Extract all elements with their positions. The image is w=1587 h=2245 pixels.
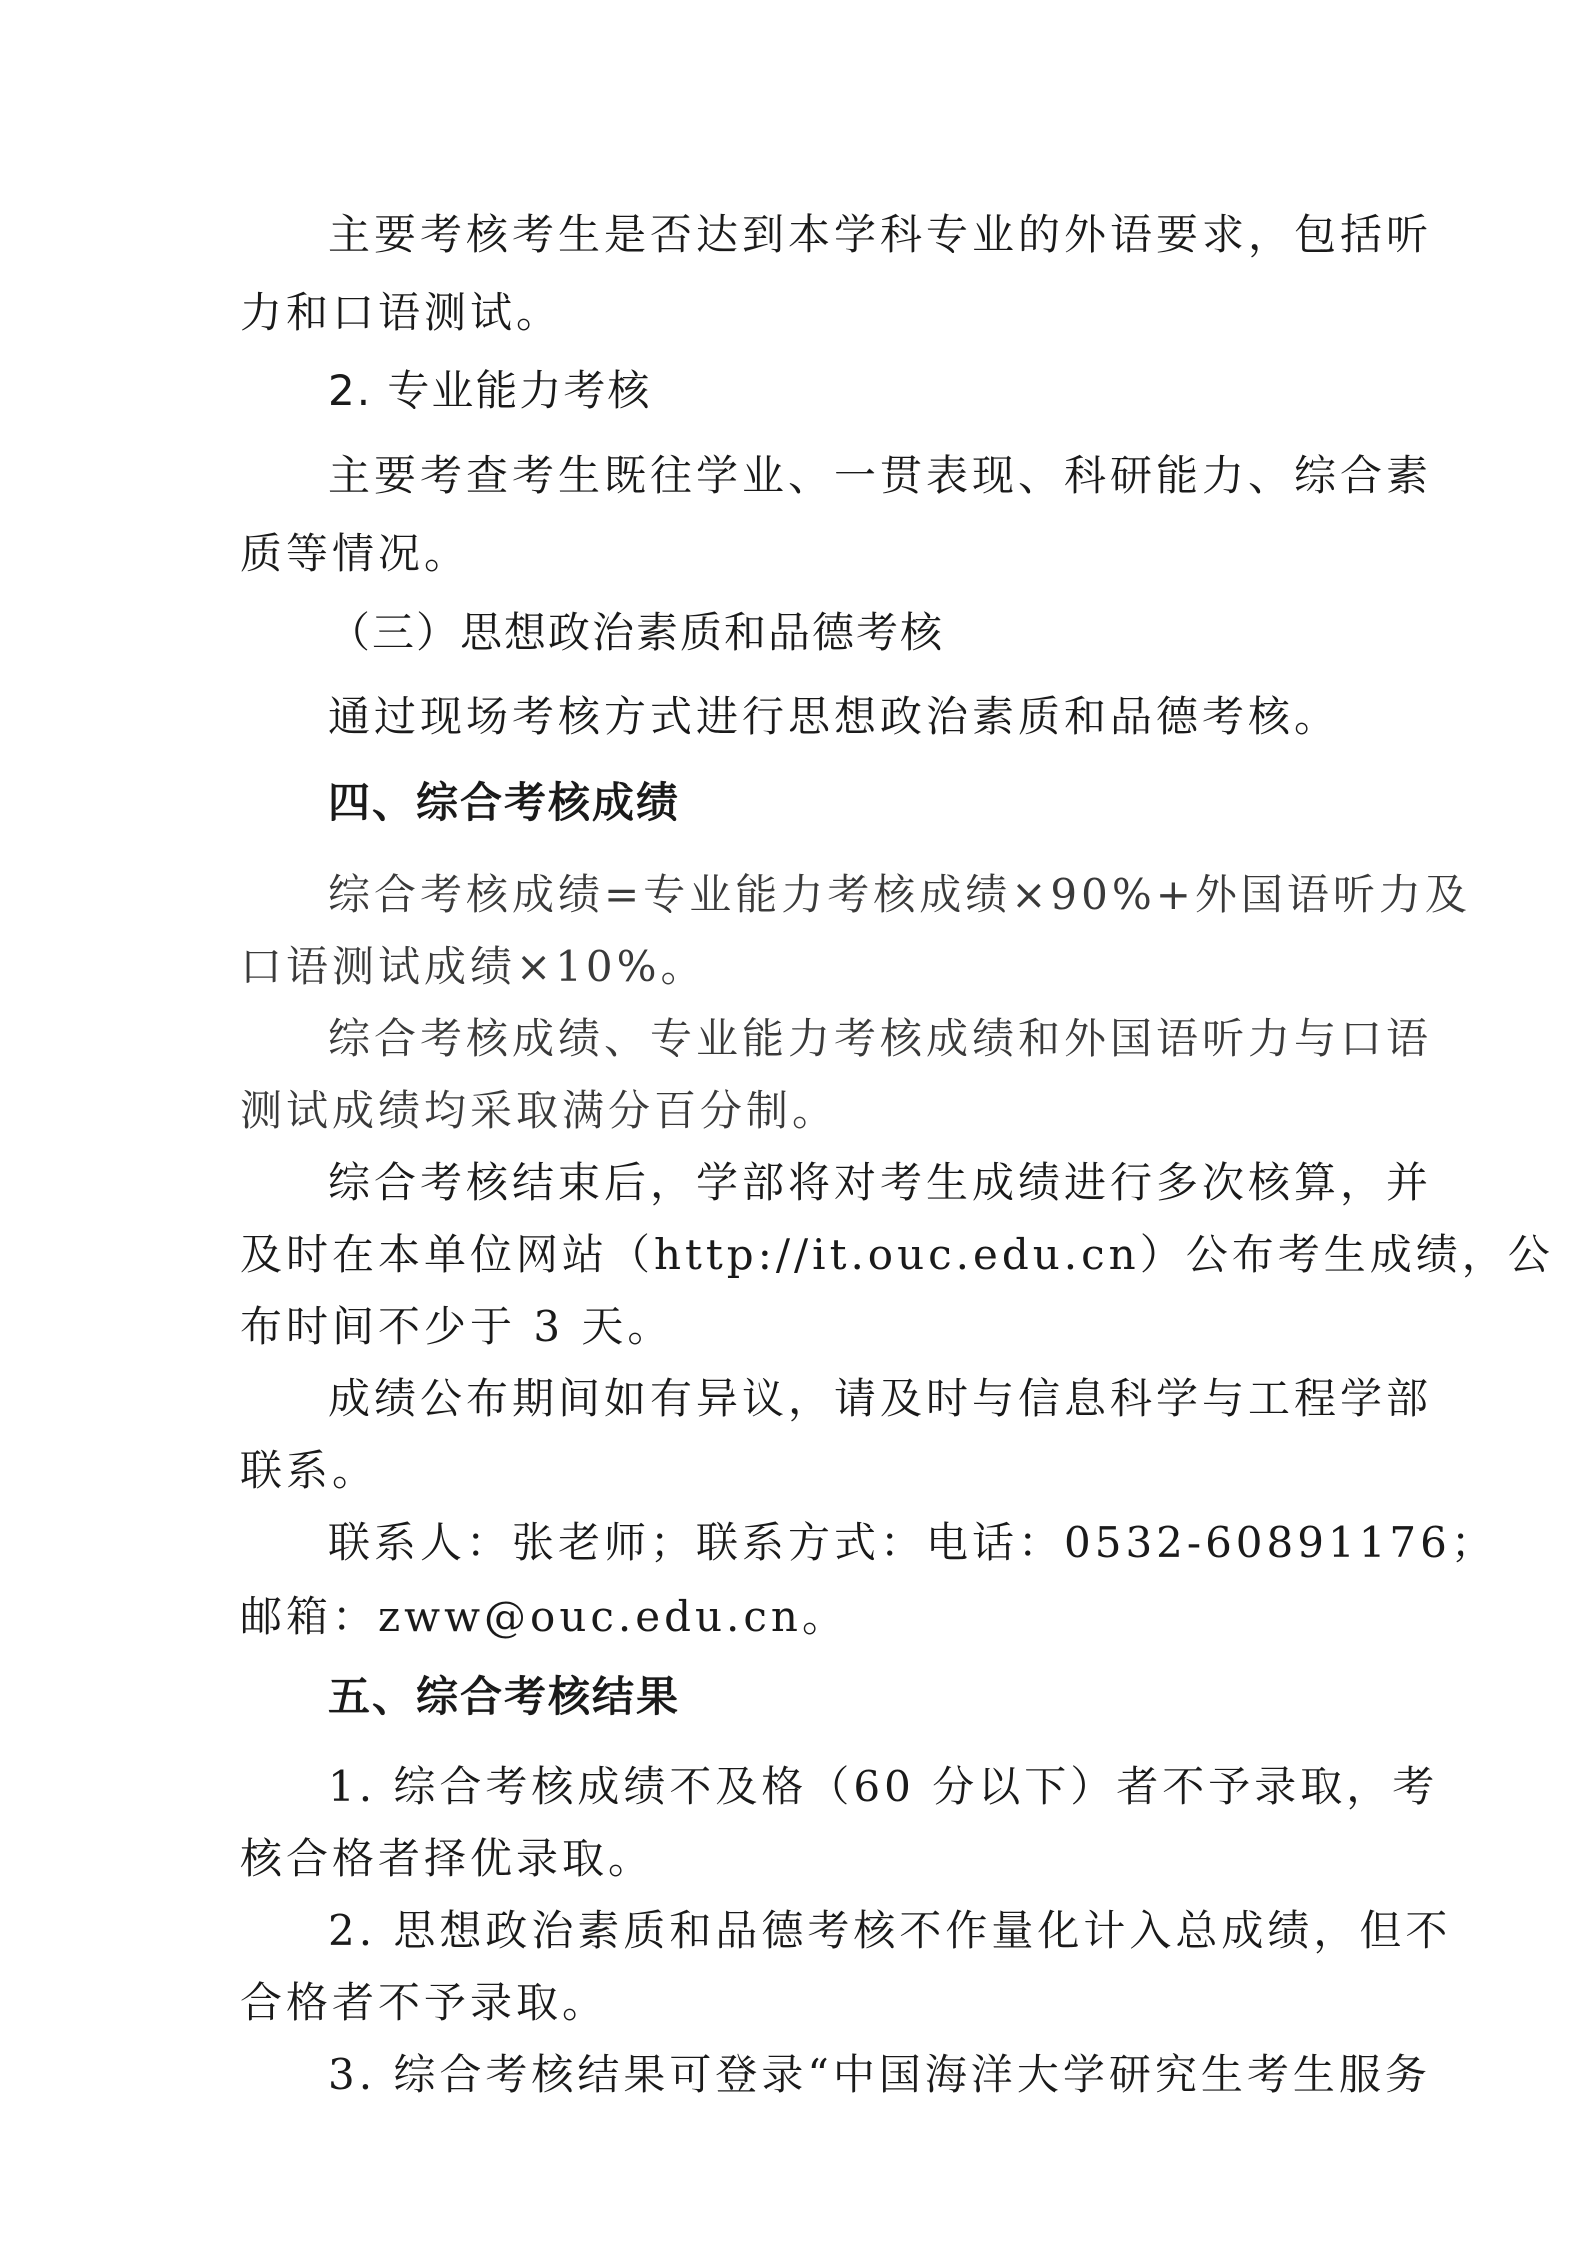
section-heading: 五、综合考核结果	[328, 1672, 681, 1721]
text-line: 口语测试成绩×10%。	[240, 942, 707, 991]
section-heading: 四、综合考核成绩	[328, 778, 681, 827]
text-line: 成绩公布期间如有异议，请及时与信息科学与工程学部	[328, 1374, 1433, 1423]
text-line: 通过现场考核方式进行思想政治素质和品德考核。	[328, 692, 1341, 741]
text-line: 力和口语测试。	[240, 288, 563, 337]
text-line: 综合考核成绩=专业能力考核成绩×90%+外国语听力及	[328, 870, 1471, 919]
text-line: 1. 综合考核成绩不及格（60 分以下）者不予录取，考	[328, 1762, 1439, 1811]
text-line: 综合考核结束后，学部将对考生成绩进行多次核算，并	[328, 1158, 1433, 1207]
section-subheading: 2. 专业能力考核	[328, 366, 652, 415]
text-line: 邮箱：zww@ouc.edu.cn。	[240, 1592, 848, 1641]
text-line: 2. 思想政治素质和品德考核不作量化计入总成绩，但不	[328, 1906, 1452, 1955]
text-line: 主要考查考生既往学业、一贯表现、科研能力、综合素	[328, 451, 1433, 500]
section-subheading: （三）思想政治素质和品德考核	[328, 608, 945, 657]
text-line: 联系人：张老师；联系方式：电话：0532-60891176；	[328, 1518, 1497, 1567]
text-line: 及时在本单位网站（http://it.ouc.edu.cn）公布考生成绩，公	[240, 1230, 1554, 1279]
text-line: 合格者不予录取。	[240, 1978, 609, 2027]
text-line: 质等情况。	[240, 529, 471, 578]
text-line: 测试成绩均采取满分百分制。	[240, 1086, 839, 1135]
text-line: 联系。	[240, 1446, 379, 1495]
text-line: 综合考核成绩、专业能力考核成绩和外国语听力与口语	[328, 1014, 1433, 1063]
text-line: 布时间不少于 3 天。	[240, 1302, 674, 1351]
text-line: 主要考核考生是否达到本学科专业的外语要求，包括听	[328, 210, 1433, 259]
text-line: 核合格者择优录取。	[240, 1834, 655, 1883]
text-line: 3. 综合考核结果可登录“中国海洋大学研究生考生服务	[328, 2050, 1431, 2099]
